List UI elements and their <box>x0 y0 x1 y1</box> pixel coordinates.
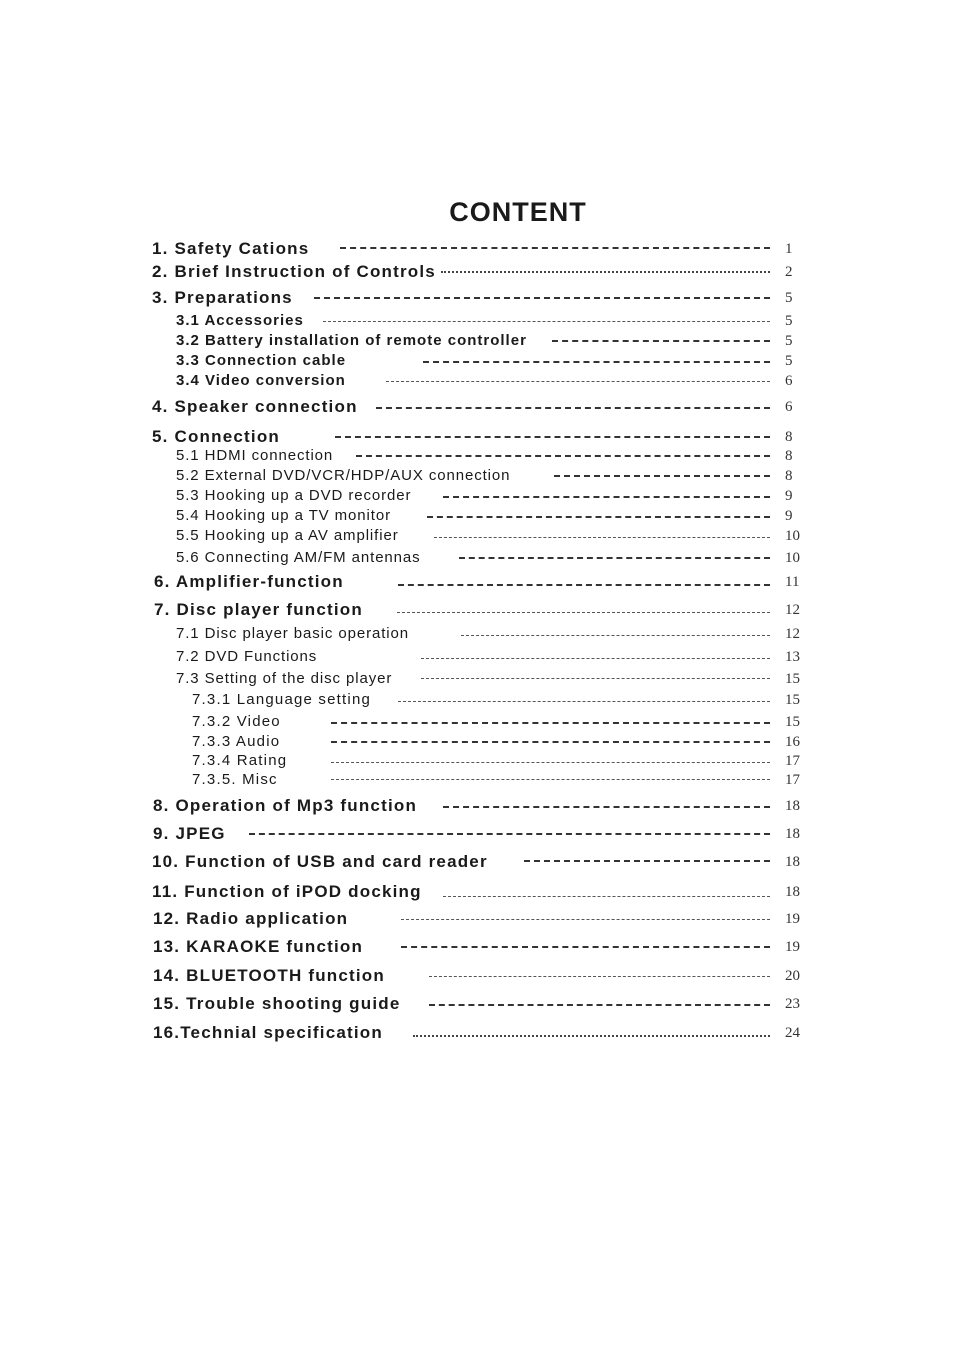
toc-entry-page: 5 <box>785 313 793 329</box>
toc-entry-page: 18 <box>785 854 800 870</box>
toc-entry-label: 5.2 External DVD/VCR/HDP/AUX connection <box>176 467 511 484</box>
toc-entry[interactable] <box>0 1023 954 1043</box>
toc-entry-label: 8. Operation of Mp3 function <box>153 796 418 815</box>
toc-entry-page: 8 <box>785 429 793 445</box>
dot-leader <box>427 516 770 518</box>
toc-entry-label: 7. Disc player function <box>154 600 363 619</box>
dot-leader <box>443 496 770 498</box>
dot-leader <box>423 361 770 363</box>
toc-entry[interactable] <box>0 852 954 872</box>
dot-leader <box>335 436 770 438</box>
toc-entry[interactable] <box>0 994 954 1014</box>
toc-entry-page: 9 <box>785 488 793 504</box>
toc-entry-page: 23 <box>785 996 800 1012</box>
dot-leader <box>249 833 770 835</box>
toc-entry-page: 8 <box>785 448 793 464</box>
toc-entry-page: 10 <box>785 528 800 544</box>
toc-entry-label: 13. KARAOKE function <box>153 937 364 956</box>
toc-entry-label: 11. Function of iPOD docking <box>152 882 422 901</box>
toc-entry[interactable] <box>0 548 954 568</box>
toc-entry-page: 20 <box>785 968 800 984</box>
toc-entry-label: 3.4 Video conversion <box>176 372 346 389</box>
toc-entry[interactable] <box>0 466 954 486</box>
toc-entry-label: 5.4 Hooking up a TV monitor <box>176 507 391 524</box>
toc-entry-label: 10. Function of USB and card reader <box>152 852 488 871</box>
toc-entry-label: 3.2 Battery installation of remote controller <box>176 332 527 349</box>
dot-leader <box>331 779 770 780</box>
toc-entry[interactable] <box>0 526 954 546</box>
toc-entry-page: 10 <box>785 550 800 566</box>
toc-entry-page: 18 <box>785 798 800 814</box>
toc-entry-page: 19 <box>785 939 800 955</box>
toc-entry-page: 11 <box>785 574 800 590</box>
toc-entry-page: 9 <box>785 508 793 524</box>
toc-entry[interactable] <box>0 882 954 902</box>
toc-entry[interactable] <box>0 446 954 466</box>
toc-entry-page: 24 <box>785 1025 800 1041</box>
toc-entry-label: 3.1 Accessories <box>176 312 304 329</box>
dot-leader <box>552 340 770 342</box>
dot-leader <box>397 612 770 613</box>
dot-leader <box>331 762 770 763</box>
toc-entry[interactable] <box>0 262 954 282</box>
dot-leader <box>331 722 770 724</box>
toc-entry[interactable] <box>0 712 954 732</box>
toc-entry-label: 7.3 Setting of the disc player <box>176 670 393 687</box>
toc-entry-label: 5.1 HDMI connection <box>176 447 334 464</box>
dot-leader <box>356 455 770 457</box>
dot-leader <box>398 584 770 586</box>
dot-leader <box>421 678 770 679</box>
dot-leader <box>429 1004 770 1006</box>
dot-leader <box>459 557 770 559</box>
toc-entry-page: 19 <box>785 911 800 927</box>
dot-leader <box>461 635 770 636</box>
toc-entry[interactable] <box>0 427 954 447</box>
toc-entry[interactable] <box>0 397 954 417</box>
toc-entry-page: 8 <box>785 468 793 484</box>
toc-entry[interactable] <box>0 647 954 667</box>
toc-entry-page: 17 <box>785 772 800 788</box>
dot-leader <box>314 297 770 299</box>
toc-entry[interactable] <box>0 824 954 844</box>
toc-entry[interactable] <box>0 288 954 308</box>
dot-leader <box>323 321 770 322</box>
toc-entry-page: 5 <box>785 353 793 369</box>
toc-entry-label: 9. JPEG <box>153 824 226 843</box>
toc-entry[interactable] <box>0 751 954 771</box>
toc-entry-label: 4. Speaker connection <box>152 397 358 416</box>
dot-leader <box>401 919 770 920</box>
toc-entry-page: 18 <box>785 884 800 900</box>
toc-entry-label: 16.Technial specification <box>153 1023 383 1042</box>
toc-entry-page: 15 <box>785 714 800 730</box>
dot-leader <box>401 946 770 948</box>
toc-entry-page: 6 <box>785 373 793 389</box>
toc-entry-label: 5.6 Connecting AM/FM antennas <box>176 549 421 566</box>
toc-entry[interactable] <box>0 732 954 752</box>
page-title: CONTENT <box>449 197 587 227</box>
dot-leader <box>340 247 770 249</box>
toc-entry-label: 5. Connection <box>152 427 280 446</box>
toc-entry[interactable] <box>0 909 954 929</box>
toc-entry-label: 5.5 Hooking up a AV amplifier <box>176 527 399 544</box>
toc-entry-label: 7.3.3 Audio <box>192 733 281 750</box>
toc-entry-label: 3.3 Connection cable <box>176 352 347 369</box>
toc-entry-label: 12. Radio application <box>153 909 349 928</box>
toc-entry-page: 15 <box>785 671 800 687</box>
toc-entry[interactable] <box>0 796 954 816</box>
toc-entry[interactable] <box>0 331 954 351</box>
dot-leader <box>441 271 770 273</box>
toc-entry-page: 1 <box>785 241 793 257</box>
toc-entry[interactable] <box>0 770 954 790</box>
toc-entry[interactable] <box>0 486 954 506</box>
dot-leader <box>429 976 770 977</box>
toc-entry-label: 1. Safety Cations <box>152 239 310 258</box>
dot-leader <box>443 806 770 808</box>
dot-leader <box>434 537 770 538</box>
toc-entry-label: 2. Brief Instruction of Controls <box>152 262 436 281</box>
toc-entry-page: 12 <box>785 602 800 618</box>
toc-entry-label: 7.3.1 Language setting <box>192 691 372 708</box>
dot-leader <box>421 658 770 659</box>
toc-entry[interactable] <box>0 371 954 391</box>
toc-entry-page: 5 <box>785 333 793 349</box>
dot-leader <box>443 896 770 897</box>
toc-entry[interactable] <box>0 600 954 620</box>
toc-entry-label: 14. BLUETOOTH function <box>153 966 385 985</box>
dot-leader <box>554 475 770 477</box>
toc-entry[interactable] <box>0 506 954 526</box>
toc-entry-page: 5 <box>785 290 793 306</box>
toc-entry-page: 17 <box>785 753 800 769</box>
toc-entry-page: 13 <box>785 649 800 665</box>
toc-entry[interactable] <box>0 239 954 259</box>
toc-entry-label: 5.3 Hooking up a DVD recorder <box>176 487 412 504</box>
toc-entry-label: 7.1 Disc player basic operation <box>176 625 410 642</box>
toc-entry-label: 3. Preparations <box>152 288 293 307</box>
toc-entry[interactable] <box>0 966 954 986</box>
toc-entry-page: 2 <box>785 264 793 280</box>
toc-entry-page: 18 <box>785 826 800 842</box>
toc-entry[interactable] <box>0 937 954 957</box>
toc-entry-label: 7.3.2 Video <box>192 713 281 730</box>
toc-entry-label: 6. Amplifier-function <box>154 572 344 591</box>
toc-entry-label: 15. Trouble shooting guide <box>153 994 401 1013</box>
toc-entry-page: 6 <box>785 399 793 415</box>
toc-entry[interactable] <box>0 311 954 331</box>
toc-entry-page: 16 <box>785 734 800 750</box>
dot-leader <box>398 701 770 702</box>
toc-entry-page: 12 <box>785 626 800 642</box>
toc-entry[interactable] <box>0 690 954 710</box>
toc-entry[interactable] <box>0 669 954 689</box>
toc-entry[interactable] <box>0 351 954 371</box>
toc-entry-label: 7.2 DVD Functions <box>176 648 318 665</box>
toc-entry-label: 7.3.4 Rating <box>192 752 288 769</box>
dot-leader <box>524 860 770 862</box>
dot-leader <box>386 381 770 382</box>
toc-entry-label: 7.3.5. Misc <box>192 771 278 788</box>
dot-leader <box>413 1035 770 1037</box>
toc-entry[interactable] <box>0 624 954 644</box>
toc-entry-page: 15 <box>785 692 800 708</box>
toc-entry[interactable] <box>0 572 954 592</box>
dot-leader <box>376 407 770 409</box>
dot-leader <box>331 741 770 743</box>
